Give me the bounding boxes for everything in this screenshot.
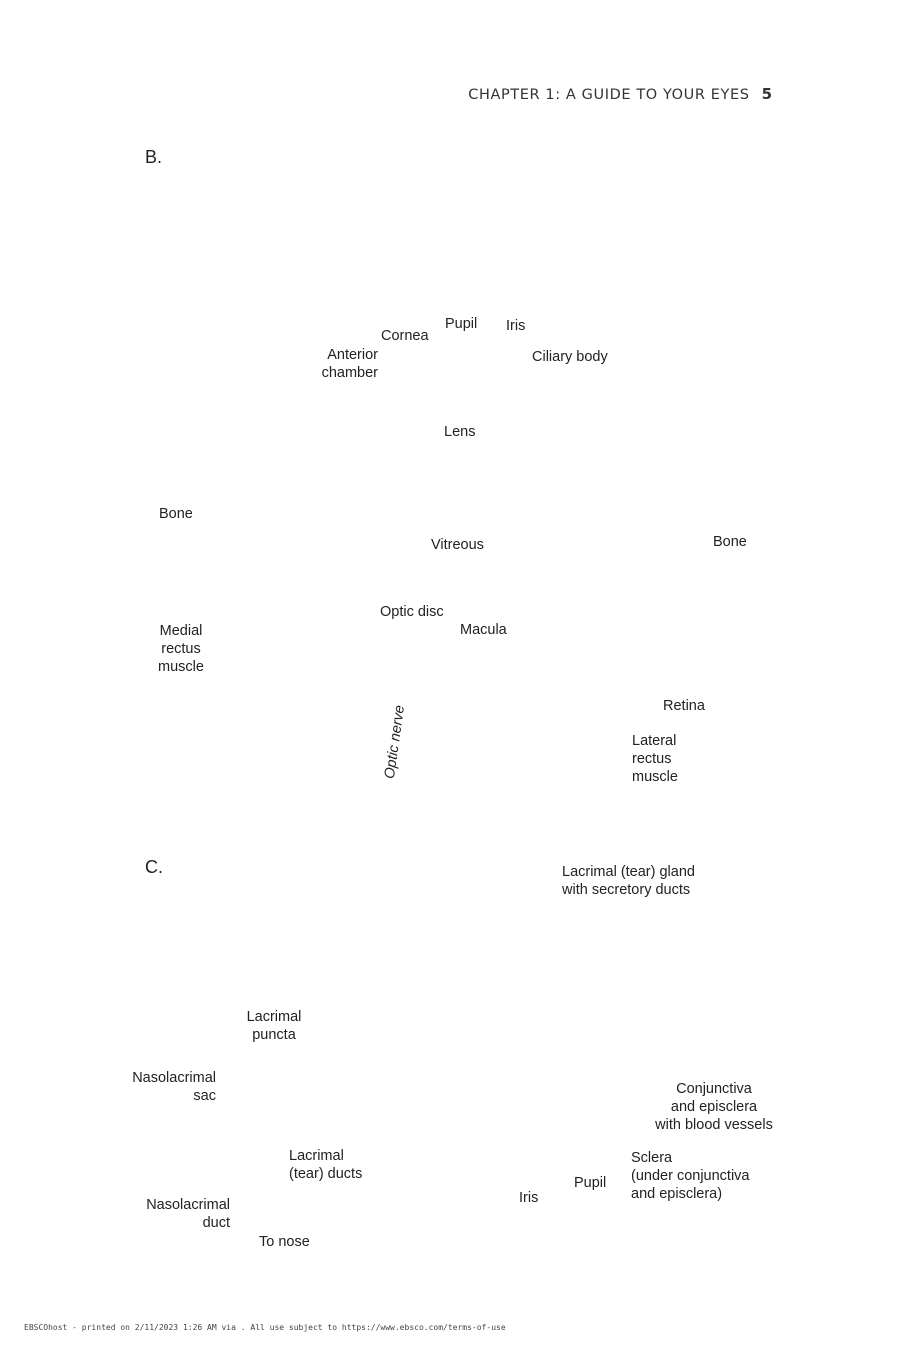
label-optic-disc: Optic disc [380,604,444,620]
label-to-nose: To nose [259,1234,310,1250]
label-lacrimal-gland: Lacrimal (tear) gland with secretory ducts [562,864,695,898]
label-anterior-chamber: Anterior chamber [321,347,378,381]
label-lens: Lens [444,424,476,440]
panel-b-letter: B. [145,147,163,167]
label-lacrimal-ducts: Lacrimal (tear) ducts [289,1148,363,1182]
label-bone-right: Bone [713,534,747,550]
panel-c-letter: C. [145,857,163,877]
label-conjunctiva-episclera: Conjunctiva and episclera with blood vessels [655,1081,773,1133]
label-pupil-c: Pupil [574,1175,607,1191]
label-medial-rectus-muscle: Medial rectus muscle [158,623,204,675]
label-ciliary-body: Ciliary body [532,349,608,365]
page-number: 5 [761,85,772,103]
label-retina: Retina [663,698,705,714]
label-pupil: Pupil [445,316,478,332]
label-macula: Macula [460,622,507,638]
label-nasolacrimal-duct: Nasolacrimal duct [146,1197,230,1231]
label-iris: Iris [506,318,526,334]
label-bone-left: Bone [159,506,193,522]
chapter-title: CHAPTER 1: A GUIDE TO YOUR EYES [468,87,750,103]
label-iris-c: Iris [519,1190,539,1206]
label-sclera: Sclera (under conjunctiva and episclera) [631,1150,750,1202]
print-footer: EBSCOhost - printed on 2/11/2023 1:26 AM via . All use subject to https://www.ebsco.com/terms-of-use [24,1323,506,1332]
label-vitreous: Vitreous [431,537,484,553]
label-cornea: Cornea [381,328,429,344]
label-optic-nerve: Optic nerve [381,704,409,780]
label-lacrimal-puncta: Lacrimal puncta [246,1009,302,1043]
label-lateral-rectus-muscle: Lateral rectus muscle [632,733,678,785]
label-nasolacrimal-sac: Nasolacrimal sac [132,1070,216,1104]
running-header [468,85,772,103]
